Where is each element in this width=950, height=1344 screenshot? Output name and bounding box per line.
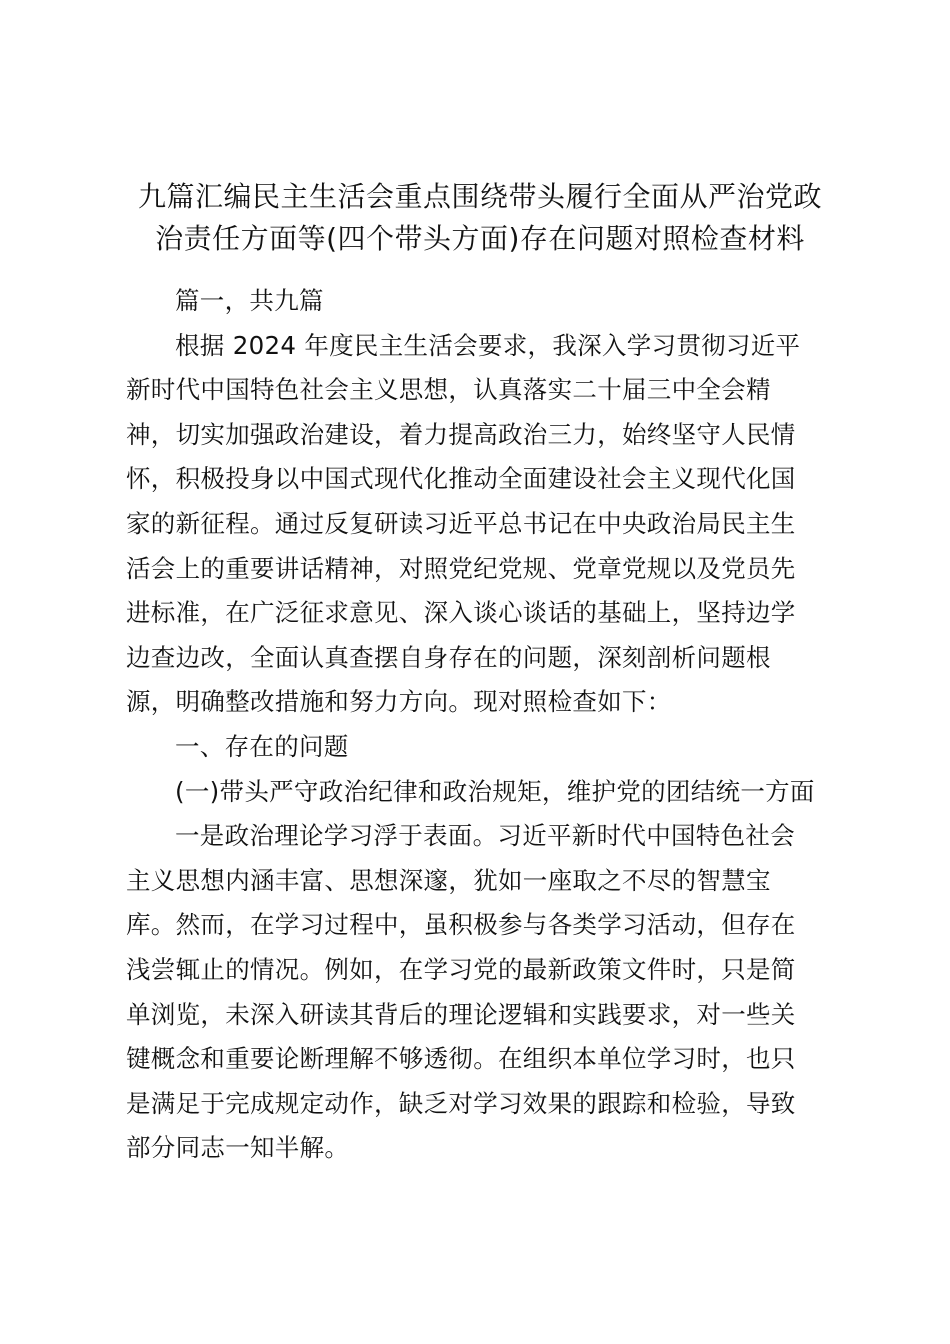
paragraph-line: 浅尝辄止的情况。例如，在学习党的最新政策文件时，只是简: [126, 954, 796, 984]
paragraph-line: 新时代中国特色社会主义思想，认真落实二十届三中全会精: [126, 375, 771, 405]
paragraph-line: 怀，积极投身以中国式现代化推动全面建设社会主义现代化国: [126, 464, 796, 494]
paragraph-line: 源，明确整改措施和努力方向。现对照检查如下：: [126, 687, 672, 717]
document-title: [100, 176, 860, 260]
paragraph-line: 一是政治理论学习浮于表面。习近平新时代中国特色社会: [175, 821, 795, 851]
paragraph-line: 进标准，在广泛征求意见、深入谈心谈话的基础上，坚持边学: [126, 598, 796, 628]
paragraph-line: 边查边改，全面认真查摆自身存在的问题，深刻剖析问题根: [126, 642, 771, 672]
paragraph-line: 库。然而，在学习过程中，虽积极参与各类学习活动，但存在: [126, 910, 796, 940]
paragraph-line: 部分同志一知半解。: [126, 1133, 350, 1163]
paragraph-line: 家的新征程。通过反复研读习近平总书记在中央政治局民主生: [126, 508, 796, 538]
subsection-heading: (一)带头严守政治纪律和政治规矩，维护党的团结统一方面: [175, 776, 815, 806]
title-line-2: 治责任方面等(四个带头方面)存在问题对照检查材料: [155, 222, 805, 255]
paragraph-line: 单浏览，未深入研读其背后的理论逻辑和实践要求，对一些关: [126, 999, 796, 1029]
paragraph-issue-one: [126, 814, 826, 1171]
paragraph-line: 键概念和重要论断理解不够透彻。在组织本单位学习时，也只: [126, 1044, 796, 1074]
paragraph-line: 神，切实加强政治建设，着力提高政治三力，始终坚守人民情: [126, 419, 796, 449]
paragraph-line: 是满足于完成规定动作，缺乏对学习效果的跟踪和检验，导致: [126, 1088, 796, 1118]
subtitle: 篇一，共九篇: [175, 286, 324, 315]
paragraph-intro: [126, 324, 826, 725]
section-heading: 一、存在的问题: [175, 731, 349, 761]
paragraph-line: 活会上的重要讲话精神，对照党纪党规、党章党规以及党员先: [126, 553, 796, 583]
title-line-1: 九篇汇编民主生活会重点围绕带头履行全面从严治党政: [137, 180, 822, 213]
paragraph-line: 根据 2024 年度民主生活会要求，我深入学习贯彻习近平: [175, 330, 801, 360]
paragraph-line: 主义思想内涵丰富、思想深邃，犹如一座取之不尽的智慧宝: [126, 865, 771, 895]
document-body: [126, 279, 826, 1171]
